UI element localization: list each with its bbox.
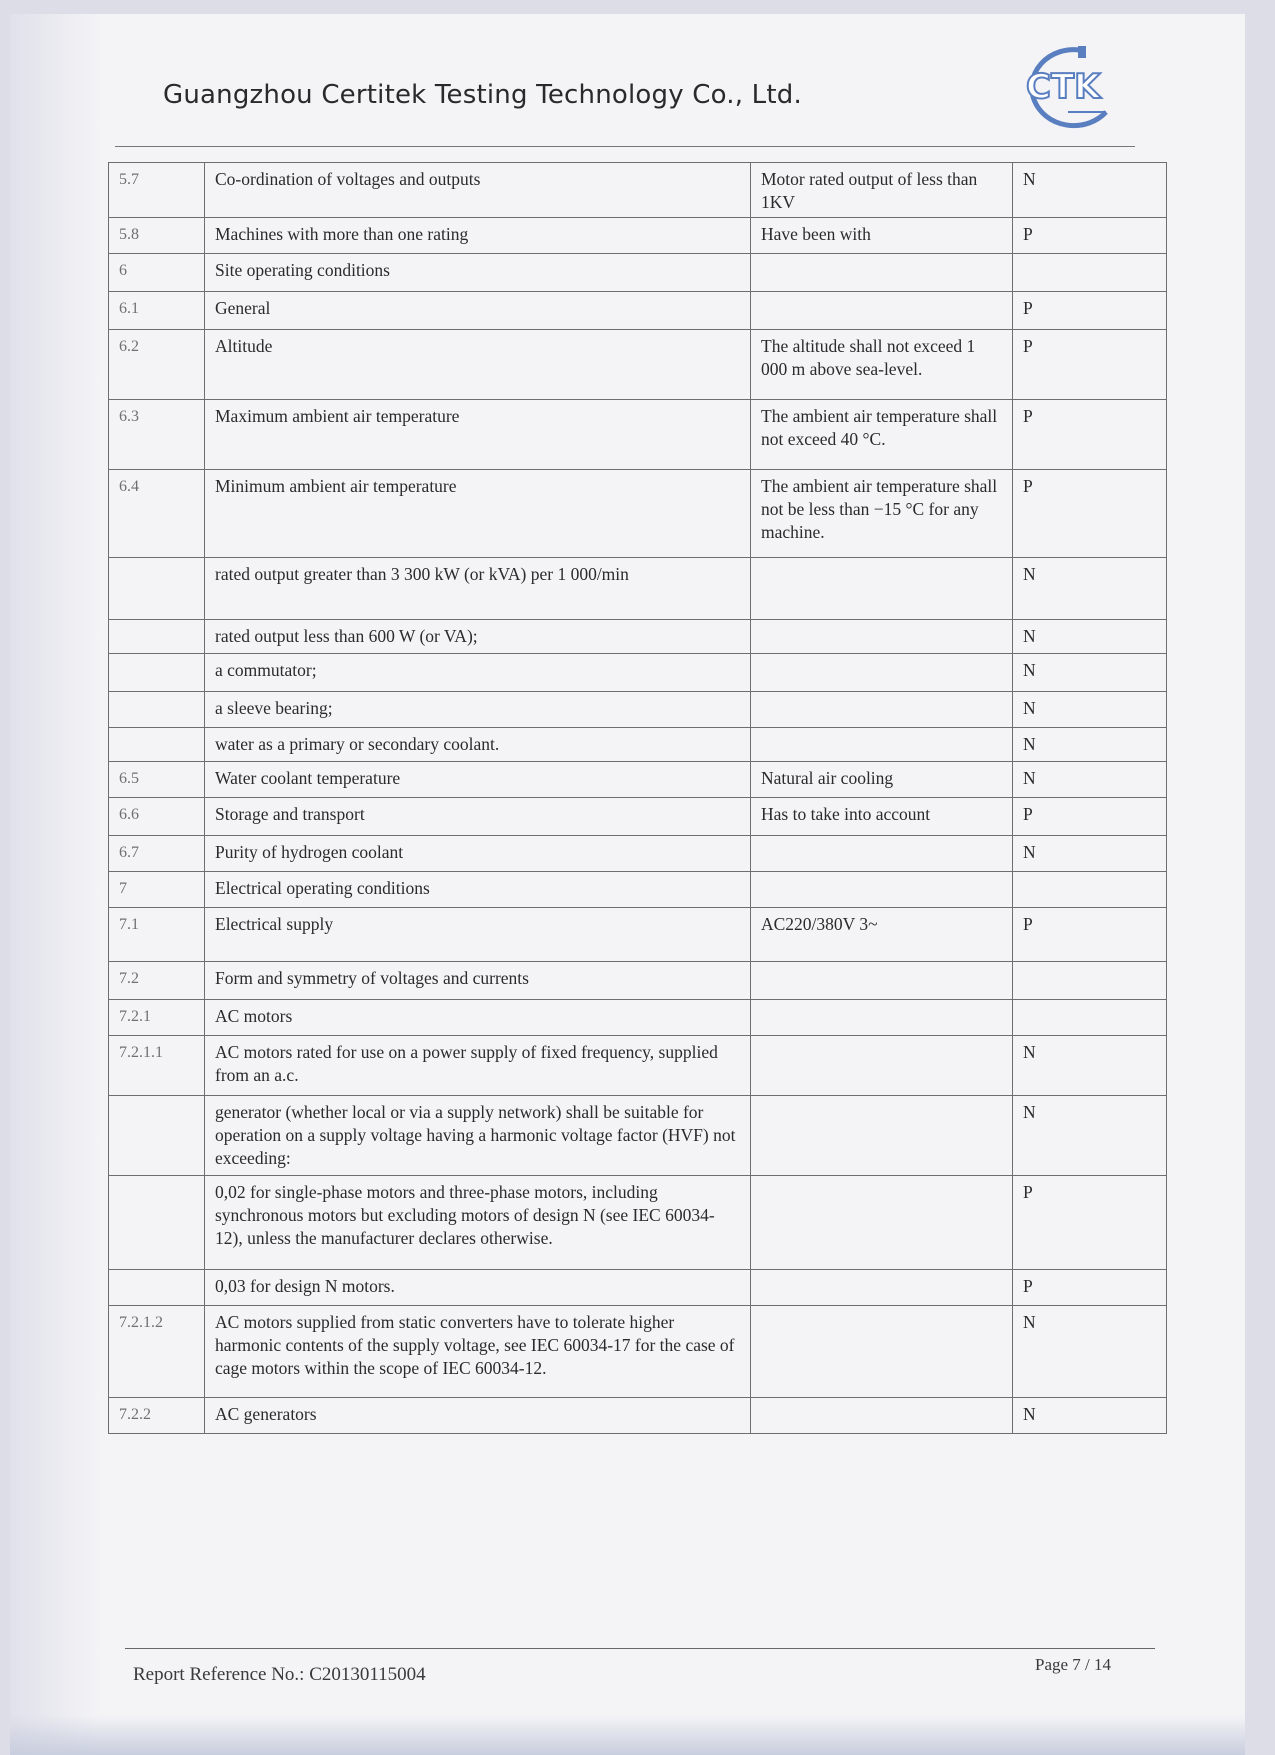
clause-cell — [109, 654, 205, 692]
requirement-cell: AC motors supplied from static converters have to tolerate higher harmonic contents of the supply voltage, see IEC 60034-17 for the case of cage motors within the scope of IEC 60034-12. — [205, 1306, 751, 1398]
result-cell: Motor rated output of less than 1KV — [751, 163, 1013, 218]
clause-cell: 7.2.1.2 — [109, 1306, 205, 1398]
table-row — [109, 728, 1167, 762]
result-cell: The ambient air temperature shall not exceed 40 °C. — [751, 400, 1013, 470]
result-cell: AC220/380V 3~ — [751, 908, 1013, 962]
clause-cell: 6.5 — [109, 762, 205, 798]
result-cell — [751, 654, 1013, 692]
result-cell — [751, 1306, 1013, 1398]
verdict-cell: N — [1013, 728, 1167, 762]
verdict-cell — [1013, 962, 1167, 1000]
requirement-cell: rated output greater than 3 300 kW (or kVA) per 1 000/min — [205, 558, 751, 620]
requirement-cell: Machines with more than one rating — [205, 218, 751, 254]
page-shadow-bottom — [10, 1715, 1245, 1755]
result-cell: Natural air cooling — [751, 762, 1013, 798]
clause-cell: 7.2.1.1 — [109, 1036, 205, 1096]
table-row — [109, 962, 1167, 1000]
clause-cell: 6.1 — [109, 292, 205, 330]
result-cell: Has to take into account — [751, 798, 1013, 836]
requirement-cell: Water coolant temperature — [205, 762, 751, 798]
verdict-cell: P — [1013, 908, 1167, 962]
requirement-cell: Electrical operating conditions — [205, 872, 751, 908]
company-name: Guangzhou Certitek Testing Technology Co., Ltd. — [163, 80, 802, 110]
clause-cell: 7.1 — [109, 908, 205, 962]
requirement-cell: 0,02 for single-phase motors and three-phase motors, including synchronous motors but excluding motors of design N (see IEC 60034-12), unless the manufacturer declares otherwise. — [205, 1176, 751, 1270]
verdict-cell: N — [1013, 163, 1167, 218]
table-row — [109, 692, 1167, 728]
table-row — [109, 872, 1167, 908]
clause-cell: 6 — [109, 254, 205, 292]
table-row — [109, 330, 1167, 400]
clause-cell: 7 — [109, 872, 205, 908]
requirement-cell: Altitude — [205, 330, 751, 400]
requirement-cell: rated output less than 600 W (or VA); — [205, 620, 751, 654]
requirement-cell: Minimum ambient air temperature — [205, 470, 751, 558]
table-row — [109, 1176, 1167, 1270]
table-row — [109, 654, 1167, 692]
ctk-logo — [1010, 40, 1122, 132]
clause-cell: 6.7 — [109, 836, 205, 872]
result-cell: The ambient air temperature shall not be less than −15 °C for any machine. — [751, 470, 1013, 558]
footer-rule — [125, 1648, 1155, 1649]
table-row — [109, 470, 1167, 558]
clause-cell: 6.6 — [109, 798, 205, 836]
table-row — [109, 400, 1167, 470]
table-row — [109, 762, 1167, 798]
clause-cell: 5.7 — [109, 163, 205, 218]
clause-cell — [109, 1176, 205, 1270]
result-cell — [751, 962, 1013, 1000]
requirement-cell: Purity of hydrogen coolant — [205, 836, 751, 872]
requirement-cell: General — [205, 292, 751, 330]
table-row — [109, 254, 1167, 292]
clause-cell: 7.2 — [109, 962, 205, 1000]
clause-cell — [109, 620, 205, 654]
verdict-cell: N — [1013, 692, 1167, 728]
table-row — [109, 1000, 1167, 1036]
verdict-cell — [1013, 872, 1167, 908]
table-row — [109, 1096, 1167, 1176]
requirement-cell: Storage and transport — [205, 798, 751, 836]
header-rule — [115, 146, 1135, 147]
result-cell: Have been with — [751, 218, 1013, 254]
clause-table-body — [109, 163, 1167, 1434]
clause-table — [108, 162, 1167, 1434]
table-row — [109, 1270, 1167, 1306]
table-row — [109, 163, 1167, 218]
table-row — [109, 1306, 1167, 1398]
requirement-cell: Co-ordination of voltages and outputs — [205, 163, 751, 218]
result-cell — [751, 1270, 1013, 1306]
clause-cell: 6.2 — [109, 330, 205, 400]
clause-cell: 6.3 — [109, 400, 205, 470]
clause-cell — [109, 1096, 205, 1176]
result-cell — [751, 292, 1013, 330]
result-cell — [751, 836, 1013, 872]
result-cell — [751, 1398, 1013, 1434]
requirement-cell: generator (whether local or via a supply network) shall be suitable for operation on a supply voltage having a harmonic voltage factor (HVF) not exceeding: — [205, 1096, 751, 1176]
requirement-cell: Form and symmetry of voltages and currents — [205, 962, 751, 1000]
verdict-cell: P — [1013, 1176, 1167, 1270]
verdict-cell: N — [1013, 1096, 1167, 1176]
requirement-cell: a sleeve bearing; — [205, 692, 751, 728]
table-row — [109, 798, 1167, 836]
result-cell — [751, 254, 1013, 292]
result-cell — [751, 620, 1013, 654]
table-row — [109, 218, 1167, 254]
table-row — [109, 292, 1167, 330]
logo-lettering: CTK — [1026, 67, 1101, 107]
clause-cell — [109, 1270, 205, 1306]
table-row — [109, 836, 1167, 872]
table-row — [109, 620, 1167, 654]
clause-cell: 7.2.1 — [109, 1000, 205, 1036]
clause-cell — [109, 692, 205, 728]
result-cell — [751, 1096, 1013, 1176]
clause-cell: 5.8 — [109, 218, 205, 254]
verdict-cell: P — [1013, 400, 1167, 470]
table-row — [109, 1398, 1167, 1434]
verdict-cell: P — [1013, 218, 1167, 254]
requirement-cell: Electrical supply — [205, 908, 751, 962]
verdict-cell: P — [1013, 470, 1167, 558]
verdict-cell: N — [1013, 1036, 1167, 1096]
report-reference: Report Reference No.: C20130115004 — [133, 1664, 426, 1685]
requirement-cell: Maximum ambient air temperature — [205, 400, 751, 470]
result-cell: The altitude shall not exceed 1 000 m above sea-level. — [751, 330, 1013, 400]
verdict-cell: N — [1013, 654, 1167, 692]
verdict-cell: P — [1013, 330, 1167, 400]
verdict-cell: N — [1013, 836, 1167, 872]
requirement-cell: Site operating conditions — [205, 254, 751, 292]
table-row — [109, 1036, 1167, 1096]
requirement-cell: 0,03 for design N motors. — [205, 1270, 751, 1306]
clause-cell — [109, 558, 205, 620]
verdict-cell: N — [1013, 762, 1167, 798]
verdict-cell: P — [1013, 1270, 1167, 1306]
table-row — [109, 908, 1167, 962]
result-cell — [751, 692, 1013, 728]
result-cell — [751, 728, 1013, 762]
verdict-cell: N — [1013, 558, 1167, 620]
verdict-cell — [1013, 254, 1167, 292]
result-cell — [751, 558, 1013, 620]
requirement-cell: a commutator; — [205, 654, 751, 692]
page-shadow-left — [10, 14, 100, 1755]
clause-cell: 6.4 — [109, 470, 205, 558]
result-cell — [751, 1036, 1013, 1096]
verdict-cell: N — [1013, 620, 1167, 654]
table-row — [109, 558, 1167, 620]
requirement-cell: AC generators — [205, 1398, 751, 1434]
verdict-cell: P — [1013, 798, 1167, 836]
verdict-cell — [1013, 1000, 1167, 1036]
verdict-cell: P — [1013, 292, 1167, 330]
verdict-cell: N — [1013, 1398, 1167, 1434]
verdict-cell: N — [1013, 1306, 1167, 1398]
page-number: Page 7 / 14 — [1035, 1655, 1112, 1674]
requirement-cell: water as a primary or secondary coolant. — [205, 728, 751, 762]
clause-cell: 7.2.2 — [109, 1398, 205, 1434]
result-cell — [751, 872, 1013, 908]
requirement-cell: AC motors rated for use on a power supply of fixed frequency, supplied from an a.c. — [205, 1036, 751, 1096]
clause-cell — [109, 728, 205, 762]
requirement-cell: AC motors — [205, 1000, 751, 1036]
result-cell — [751, 1176, 1013, 1270]
result-cell — [751, 1000, 1013, 1036]
